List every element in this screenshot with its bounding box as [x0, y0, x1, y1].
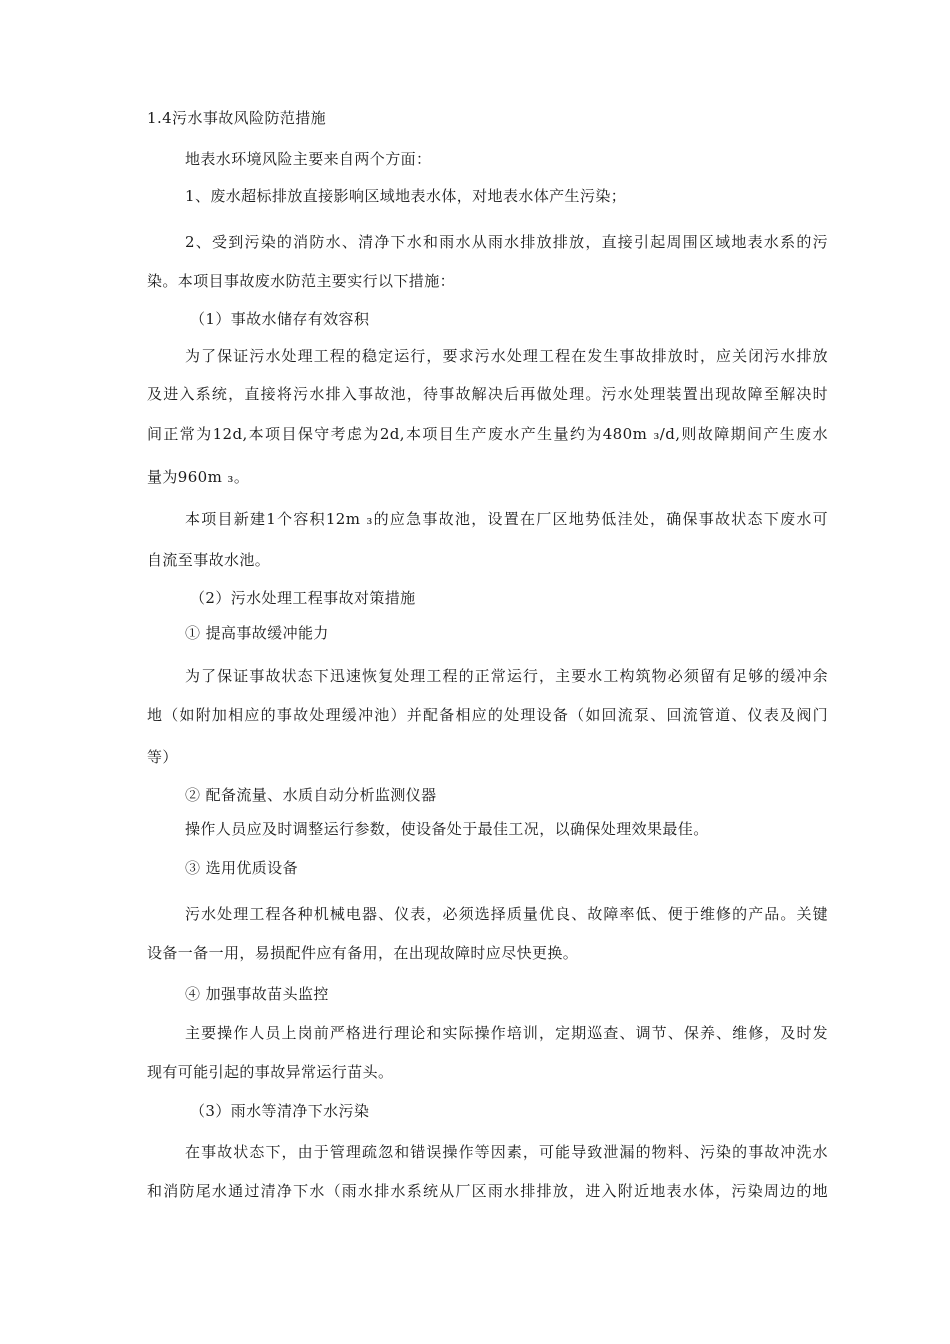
- measure-1-para-1-line-2: 及进入系统，直接将污水排入事故池，待事故解决后再做处理。污水处理装置出现故障至解决时: [147, 385, 828, 403]
- point-2-line-1: 2、受到污染的消防水、清净下水和雨水从雨水排放排放，直接引起周围区域地表水系的污: [185, 233, 828, 251]
- item-4-title: ④ 加强事故苗头监控: [185, 985, 329, 1003]
- intro-paragraph: 地表水环境风险主要来自两个方面：: [185, 150, 432, 168]
- item-1-line-2: 地（如附加相应的事故处理缓冲池）并配备相应的处理设备（如回流泵、回流管道、仪表及阀门: [147, 706, 828, 724]
- measure-1-para-1-line-4: 量为960m ₃。: [147, 468, 250, 486]
- measure-2-heading: （2）污水处理工程事故对策措施: [190, 589, 416, 607]
- item-1-line-1: 为了保证事故状态下迅速恢复处理工程的正常运行，主要水工构筑物必须留有足够的缓冲余: [185, 667, 828, 685]
- measure-1-para-1-line-1: 为了保证污水处理工程的稳定运行，要求污水处理工程在发生事故排放时，应关闭污水排放: [185, 347, 828, 365]
- point-2-line-2: 染。本项目事故废水防范主要实行以下措施：: [147, 272, 456, 290]
- item-1-line-3: 等）: [147, 748, 178, 766]
- measure-1-para-2-line-1: 本项目新建1个容积12m ₃的应急事故池，设置在厂区地势低洼处，确保事故状态下废水可: [185, 510, 828, 528]
- item-4-line-2: 现有可能引起的事故异常运行苗头。: [147, 1063, 394, 1081]
- item-4-line-1: 主要操作人员上岗前严格进行理论和实际操作培训，定期巡查、调节、保养、维修，及时发: [185, 1024, 828, 1042]
- measure-1-para-2-line-2: 自流至事故水池。: [147, 551, 271, 569]
- point-1: 1、废水超标排放直接影响区域地表水体，对地表水体产生污染；: [185, 187, 627, 205]
- item-3-line-2: 设备一备一用，易损配件应有备用，在出现故障时应尽快更换。: [147, 944, 579, 962]
- item-2-title: ② 配备流量、水质自动分析监测仪器: [185, 786, 437, 804]
- measure-1-heading: （1）事故水储存有效容积: [190, 310, 370, 328]
- item-3-title: ③ 选用优质设备: [185, 859, 298, 877]
- measure-3-heading: （3）雨水等清净下水污染: [190, 1102, 370, 1120]
- section-title: 1.4污水事故风险防范措施: [147, 109, 327, 127]
- measure-3-line-1: 在事故状态下，由于管理疏忽和错误操作等因素，可能导致泄漏的物料、污染的事故冲洗水: [185, 1143, 828, 1161]
- measure-1-para-1-line-3: 间正常为12d,本项目保守考虑为2d,本项目生产废水产生量约为480m ₃/d,则故障期间产生废水: [147, 425, 828, 443]
- item-3-line-1: 污水处理工程各种机械电器、仪表，必须选择质量优良、故障率低、便于维修的产品。关键: [185, 905, 828, 923]
- item-1-title: ① 提高事故缓冲能力: [185, 624, 329, 642]
- measure-3-line-2: 和消防尾水通过清净下水（雨水排水系统从厂区雨水排排放，进入附近地表水体，污染周边的地: [147, 1182, 828, 1200]
- item-2-line-1: 操作人员应及时调整运行参数，使设备处于最佳工况，以确保处理效果最佳。: [185, 820, 709, 838]
